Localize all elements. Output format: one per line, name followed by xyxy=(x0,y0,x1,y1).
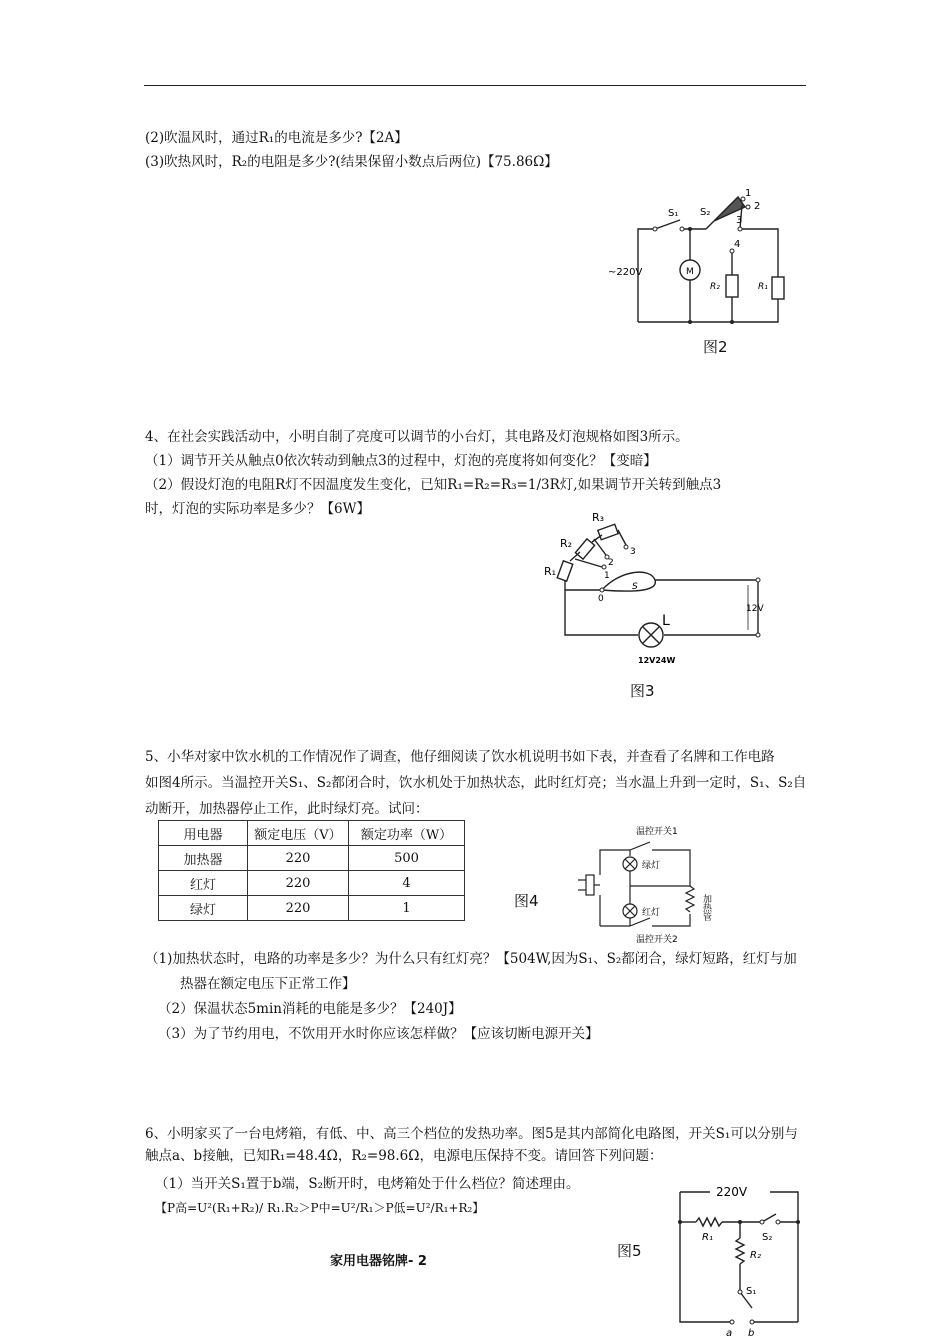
table-header-cell: 额定电压（V） xyxy=(248,821,349,846)
fig3-lamp: L xyxy=(662,613,670,629)
q4-intro: 4、在社会实践活动中，小明自制了亮度可以调节的小台灯，其电路及灯泡规格如图3所示。 xyxy=(145,429,689,445)
fig4-switch1: 温控开关1 xyxy=(636,827,678,837)
figure-5-caption: 图5 xyxy=(617,1242,642,1260)
fig2-s2: S₂ xyxy=(700,207,711,218)
fig2-motor: M xyxy=(686,267,694,277)
fig2-r2: R₂ xyxy=(710,282,720,292)
fig2-c4: 4 xyxy=(734,239,741,250)
fig2-c1: 1 xyxy=(745,188,752,199)
table-cell: 1 xyxy=(349,896,465,921)
table-cell: 500 xyxy=(349,846,465,871)
figure-5-circuit xyxy=(670,1180,810,1344)
fig3-c0: 0 xyxy=(598,594,604,604)
q5-line2: 如图4所示。当温控开关S₁、S₂都闭合时，饮水机处于加热状态，此时红灯亮；当水温上升到一定时，S₁、S₂自 xyxy=(145,775,807,791)
fig2-c3: 3 xyxy=(736,215,743,226)
q5-answer3: （3）为了节约用电，不饮用开水时你应该怎样做？【应该切断电源开关】 xyxy=(158,1026,599,1042)
fig3-c3: 3 xyxy=(630,547,636,557)
fig4-green-lamp: 绿灯 xyxy=(642,861,661,871)
figure-2-circuit xyxy=(600,185,800,330)
table-cell: 4 xyxy=(349,871,465,896)
q4-part1: （1）调节开关从触点0依次转动到触点3的过程中，灯泡的亮度将如何变化？【变暗】 xyxy=(145,453,657,469)
q5-line1: 5、小华对家中饮水机的工作情况作了调查，他仔细阅读了饮水机说明书如下表，并查看了名牌和工作电路 xyxy=(145,749,775,765)
fig4-red-lamp: 红灯 xyxy=(642,908,661,918)
fig3-c1: 1 xyxy=(604,571,610,581)
fig5-voltage: 220V xyxy=(716,1185,748,1199)
fig2-s1: S₁ xyxy=(668,208,679,219)
q5-answer1-cont: 热器在额定电压下正常工作】 xyxy=(180,976,356,992)
q4-part2: （2）假设灯泡的电阻R灯不因温度发生变化，已知R₁=R₂=R₃=1/3R灯,如果调节开关转到触点3 xyxy=(145,477,722,493)
figure-2-caption: 图2 xyxy=(703,338,728,356)
table-header-row xyxy=(159,821,465,846)
page-footer: 家用电器铭牌- 2 xyxy=(330,1254,427,1269)
figure-4-circuit xyxy=(570,822,720,947)
q6-line1: 6、小明家买了一台电烤箱，有低、中、高三个档位的发热功率。图5是其内部简化电路图，开关S₁可以分别与 xyxy=(145,1126,798,1142)
table-header-cell: 额定功率（W） xyxy=(349,821,465,846)
table-cell: 加热器 xyxy=(159,846,248,871)
fig3-r1: R₁ xyxy=(544,565,557,578)
fig4-heater: 加热管 xyxy=(701,894,711,921)
q6-part1-answer: 【P高=U²(R₁+R₂)/ R₁.R₂＞P中=U²/R₁＞P低=U²/R₁+R₂】 xyxy=(155,1201,485,1215)
figure-3-caption: 图3 xyxy=(630,682,655,700)
fig3-switch: S xyxy=(632,582,638,592)
fig5-contact-a: a xyxy=(726,1328,733,1339)
q3-line2: (2)吹温风时，通过R₁的电流是多少?【2A】 xyxy=(145,130,408,146)
table-row xyxy=(159,871,465,896)
fig3-voltage: 12V xyxy=(746,604,764,614)
header-rule xyxy=(144,85,806,86)
q6-line2: 触点a、b接触，已知R₁=48.4Ω，R₂=98.6Ω，电源电压保持不变。请回答下列问题： xyxy=(145,1148,663,1164)
figure-4-caption: 图4 xyxy=(514,892,539,910)
table-cell: 220 xyxy=(248,896,349,921)
fig2-c2: 2 xyxy=(754,201,761,212)
q4-part2-cont: 时，灯泡的实际功率是多少？【6W】 xyxy=(145,501,370,517)
fig3-r2: R₂ xyxy=(560,537,573,550)
table-cell: 220 xyxy=(248,871,349,896)
q5-answer1: （1)加热状态时，电路的功率是多少？为什么只有红灯亮？【504W,因为S₁、S₂都闭合，绿灯短路，红灯与加 xyxy=(145,951,797,967)
table-header-cell: 用电器 xyxy=(159,821,248,846)
q5-answer2: （2）保温状态5min消耗的电能是多少？【240J】 xyxy=(158,1001,462,1017)
fig3-rating: 12V24W xyxy=(638,656,676,665)
fig3-r3: R₃ xyxy=(592,511,605,524)
q6-part1: （1）当开关S₁置于b端，S₂断开时，电烤箱处于什么档位？简述理由。 xyxy=(155,1176,580,1192)
fig2-source: ~220V xyxy=(608,267,643,278)
table-cell: 绿灯 xyxy=(159,896,248,921)
q5-line3: 动断开，加热器停止工作，此时绿灯亮。试问： xyxy=(145,801,429,817)
q3-line3: (3)吹热风时，R₂的电阻是多少?(结果保留小数点后两位)【75.86Ω】 xyxy=(145,154,558,170)
fig5-contact-b: b xyxy=(748,1328,755,1339)
fig5-s1: S₁ xyxy=(746,1286,757,1297)
fig5-s2: S₂ xyxy=(762,1232,773,1243)
fig5-r1: R₁ xyxy=(702,1232,713,1243)
fig4-switch2: 温控开关2 xyxy=(636,935,678,945)
figure-3-circuit xyxy=(540,505,780,673)
table-cell: 220 xyxy=(248,846,349,871)
table-cell: 红灯 xyxy=(159,871,248,896)
table-row xyxy=(159,846,465,871)
fig2-r1: R₁ xyxy=(758,282,768,292)
q5-spec-table xyxy=(158,820,465,921)
table-row xyxy=(159,896,465,921)
fig3-c2: 2 xyxy=(608,558,614,568)
fig5-r2: R₂ xyxy=(750,1250,761,1261)
